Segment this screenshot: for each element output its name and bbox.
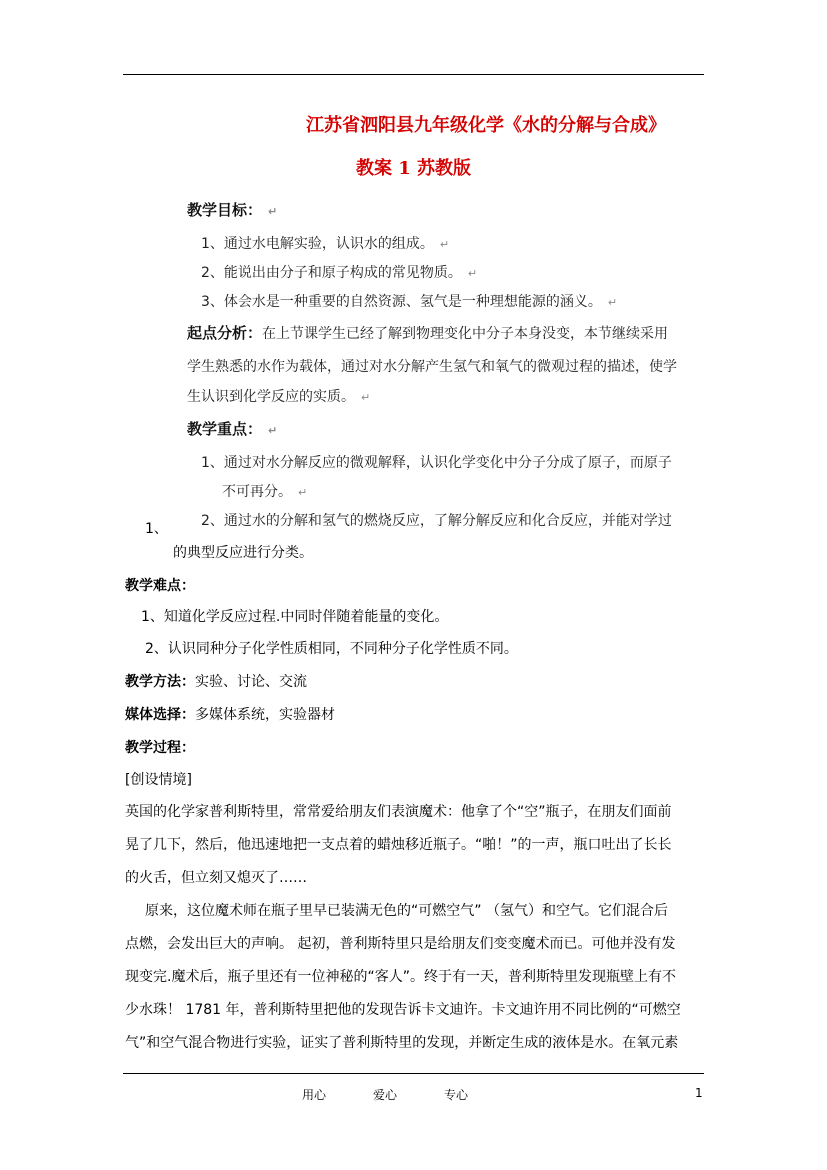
paragraph-2-line-5: 气”和空气混合物进行实验，证实了普利斯特里的发现，并断定生成的液体是水。在氧元素 — [125, 1035, 679, 1051]
teaching-method-value: 实验、讨论、交流 — [195, 674, 307, 690]
goals-heading: 教学目标： ↵ — [187, 201, 278, 219]
paragraph-2-line-3: 现变完.魔术后，瓶子里还有一位神秘的“客人”。终于有一天，普利斯特里发现瓶壁上有不 — [125, 969, 676, 985]
header-rule — [123, 74, 704, 75]
difficulty-item-2: 2、认识同种分子化学性质相同，不同种分子化学性质不同。 — [145, 641, 518, 657]
paragraph-mark-icon: ↵ — [467, 267, 478, 280]
document-title-line-2: 教案 1 苏教版 — [356, 158, 472, 179]
goal-item-1: 1、通过水电解实验，认识水的组成。 ↵ — [201, 236, 450, 252]
key-point-2-line-1: 2、通过水的分解和氢气的燃烧反应，了解分解反应和化合反应，并能对学过 — [201, 513, 672, 529]
footer-rule — [123, 1073, 704, 1074]
key-points-heading: 教学重点： ↵ — [187, 420, 278, 438]
difficulty-item-1: 1、知道化学反应过程.中同时伴随着能量的变化。 — [141, 609, 449, 625]
scenario-label: [创设情境] — [125, 772, 192, 788]
key-point-1-line-2: 不可再分。 ↵ — [222, 484, 308, 500]
page-number: 1 — [695, 1086, 703, 1100]
paragraph-mark-icon: ↵ — [268, 205, 278, 218]
paragraph-mark-icon: ↵ — [607, 296, 618, 309]
paragraph-1-line-2: 晃了几下，然后，他迅速地把一支点着的蜡烛移近瓶子。“啪！”的一声，瓶口吐出了长长 — [125, 837, 672, 853]
media-selection-label: 媒体选择： — [125, 707, 195, 723]
goal-item-3: 3、体会水是一种重要的自然资源、氢气是一种理想能源的涵义。 ↵ — [201, 294, 618, 310]
document-title-line-1: 江苏省泗阳县九年级化学《水的分解与合成》 — [306, 115, 666, 136]
key-point-1-line-1: 1、通过对水分解反应的微观解释，认识化学变化中分子分成了原子，而原子 — [201, 455, 672, 471]
difficulty-heading: 教学难点： — [125, 578, 195, 594]
paragraph-mark-icon: ↵ — [439, 238, 450, 251]
teaching-method — [125, 671, 307, 691]
paragraph-mark-icon: ↵ — [361, 391, 371, 404]
paragraph-1-line-1: 英国的化学家普利斯特里，常常爱给朋友们表演魔术：他拿了个“空”瓶子，在朋友们面前 — [125, 804, 672, 820]
paragraph-mark-icon: ↵ — [268, 424, 278, 437]
paragraph-2-line-2: 点燃，会发出巨大的声响。 起初，普利斯特里只是给朋友们变变魔术而已。可他并没有发 — [125, 936, 676, 952]
start-analysis-line-3: 生认识到化学反应的实质。 ↵ — [187, 389, 371, 405]
media-selection-value: 多媒体系统，实验器材 — [195, 707, 335, 723]
paragraph-1-line-3: 的火舌，但立刻又熄灭了…… — [125, 870, 307, 886]
media-selection — [125, 704, 335, 724]
start-analysis-line-1: 起点分析：在上节课学生已经了解到物理变化中分子本身没变，本节继续采用 — [187, 324, 669, 342]
paragraph-mark-icon: ↵ — [298, 486, 308, 499]
paragraph-2-line-4: 少水珠！ 1781 年，普利斯特里把他的发现告诉卡文迪许。卡文迪许用不同比例的“可燃空 — [125, 1002, 681, 1018]
footer-motto-3: 专心 — [444, 1088, 469, 1102]
start-analysis-line-2: 学生熟悉的水作为载体，通过对水分解产生氢气和氧气的微观过程的描述，使学 — [187, 359, 677, 375]
list-marker: 1、 — [145, 521, 168, 537]
goal-item-2: 2、能说出由分子和原子构成的常见物质。 ↵ — [201, 265, 478, 281]
footer-motto-1: 用心 — [302, 1088, 327, 1102]
process-heading: 教学过程： — [125, 740, 195, 756]
key-point-2-line-2: 的典型反应进行分类。 — [173, 545, 313, 561]
paragraph-2-line-1: 原来，这位魔术师在瓶子里早已装满无色的“可燃空气” （氢气）和空气。它们混合后 — [145, 903, 668, 919]
teaching-method-label: 教学方法： — [125, 674, 195, 690]
start-analysis-heading: 起点分析： — [187, 324, 263, 342]
footer-motto-2: 爱心 — [373, 1088, 398, 1102]
